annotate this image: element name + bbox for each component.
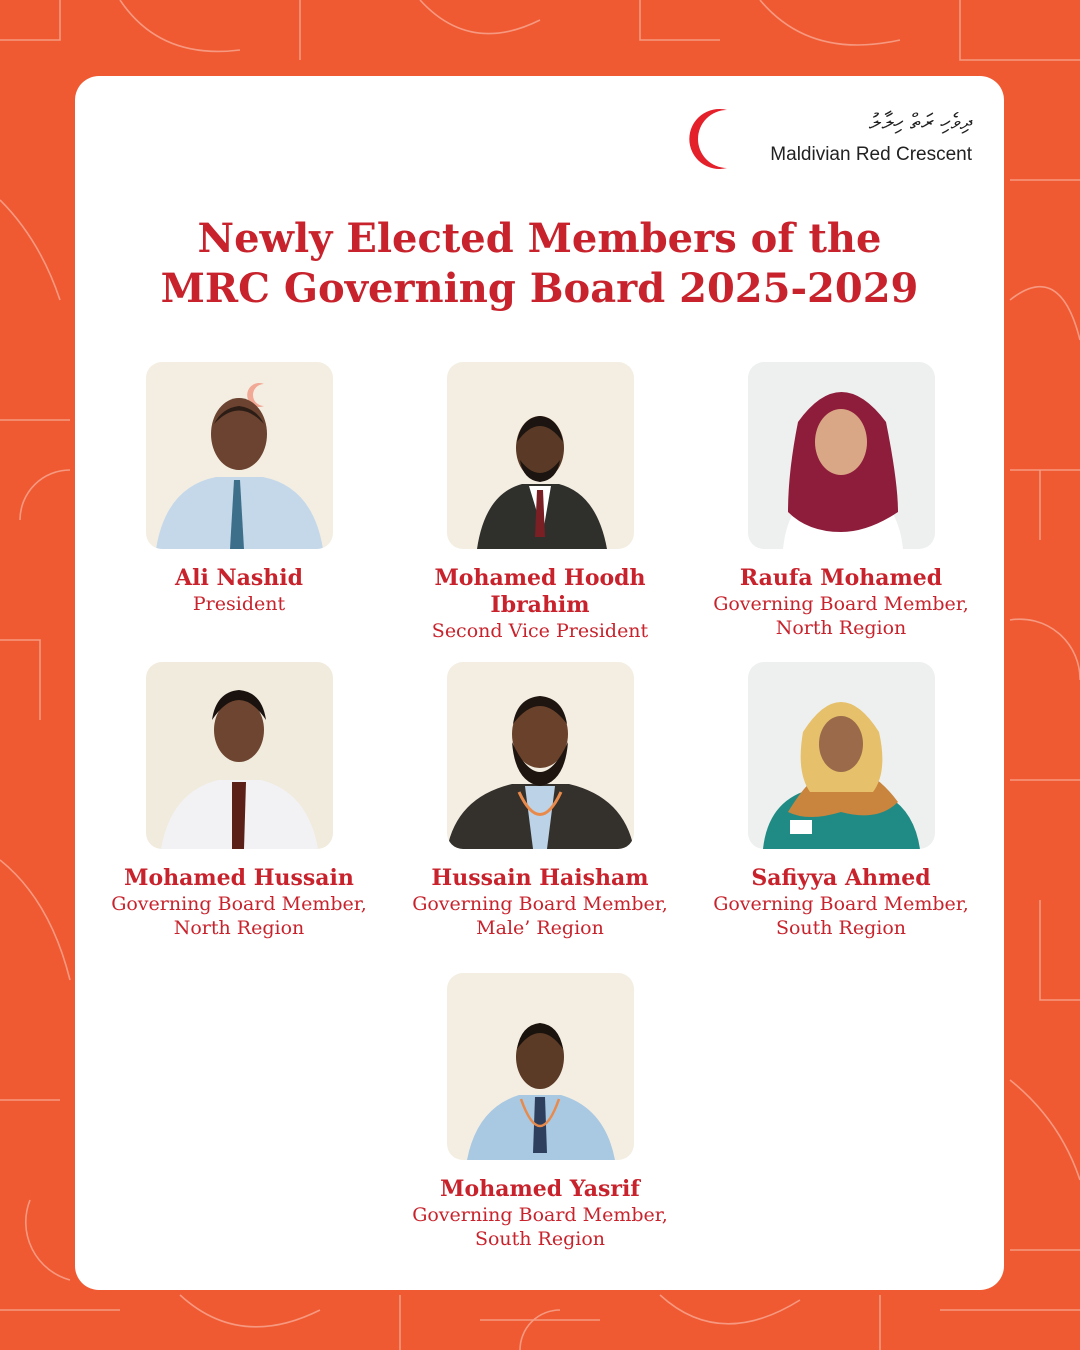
title-line-2: MRC Governing Board 2025-2029: [160, 265, 919, 312]
brand-name-english: Maldivian Red Crescent: [770, 144, 972, 165]
member-card: [89, 662, 389, 940]
portrait-image: [146, 662, 333, 849]
member-role-line-1: Governing Board Member,: [713, 893, 969, 915]
member-card: [390, 973, 690, 1251]
member-role-line-2: South Region: [775, 917, 907, 939]
portrait-image: [447, 973, 634, 1160]
member-name-line-2: Ibrahim: [490, 592, 590, 618]
member-card: [89, 362, 389, 616]
member-role-line-2: North Region: [173, 917, 305, 939]
member-photo: [447, 362, 634, 549]
member-role-line-2: Male’ Region: [476, 917, 604, 939]
member-role-line-1: Governing Board Member,: [111, 893, 367, 915]
member-name: [390, 565, 690, 619]
member-name: Safiyya Ahmed: [751, 865, 931, 891]
member-photo: [146, 662, 333, 849]
portrait-image: [146, 362, 333, 549]
portrait-image: [447, 662, 634, 849]
title-line-1: Newly Elected Members of the: [197, 215, 882, 262]
member-photo: [748, 662, 935, 849]
member-name: Ali Nashid: [175, 565, 303, 591]
member-role: Second Vice President: [431, 620, 649, 642]
member-card: [691, 362, 991, 640]
member-name: Mohamed Hussain: [124, 865, 354, 891]
member-photo: [447, 662, 634, 849]
portrait-image: [447, 362, 634, 549]
member-card: [691, 662, 991, 940]
member-photo: [447, 973, 634, 1160]
member-card: [390, 662, 690, 940]
brand-logo: [687, 104, 977, 174]
portrait-image: [748, 662, 935, 849]
member-role-line-1: Governing Board Member,: [412, 1204, 668, 1226]
member-name: Raufa Mohamed: [739, 565, 943, 591]
brand-name-dhivehi: ދިވެހި ރަތް ހިލާލު: [868, 110, 972, 135]
member-name: Mohamed Yasrif: [440, 1176, 640, 1202]
member-role-line-1: Governing Board Member,: [713, 593, 969, 615]
member-name-line-1: Mohamed Hoodh: [434, 565, 646, 591]
page-title: [75, 214, 1004, 314]
member-role-line-1: Governing Board Member,: [412, 893, 668, 915]
content-card: [75, 76, 1004, 1290]
member-photo: [146, 362, 333, 549]
member-role-line-2: South Region: [474, 1228, 606, 1250]
red-crescent-icon: [687, 106, 743, 172]
member-role-line-2: North Region: [775, 617, 907, 639]
member-role: President: [192, 593, 286, 615]
member-card: [390, 362, 690, 643]
portrait-image: [748, 362, 935, 549]
member-name: Hussain Haisham: [431, 865, 649, 891]
member-photo: [748, 362, 935, 549]
